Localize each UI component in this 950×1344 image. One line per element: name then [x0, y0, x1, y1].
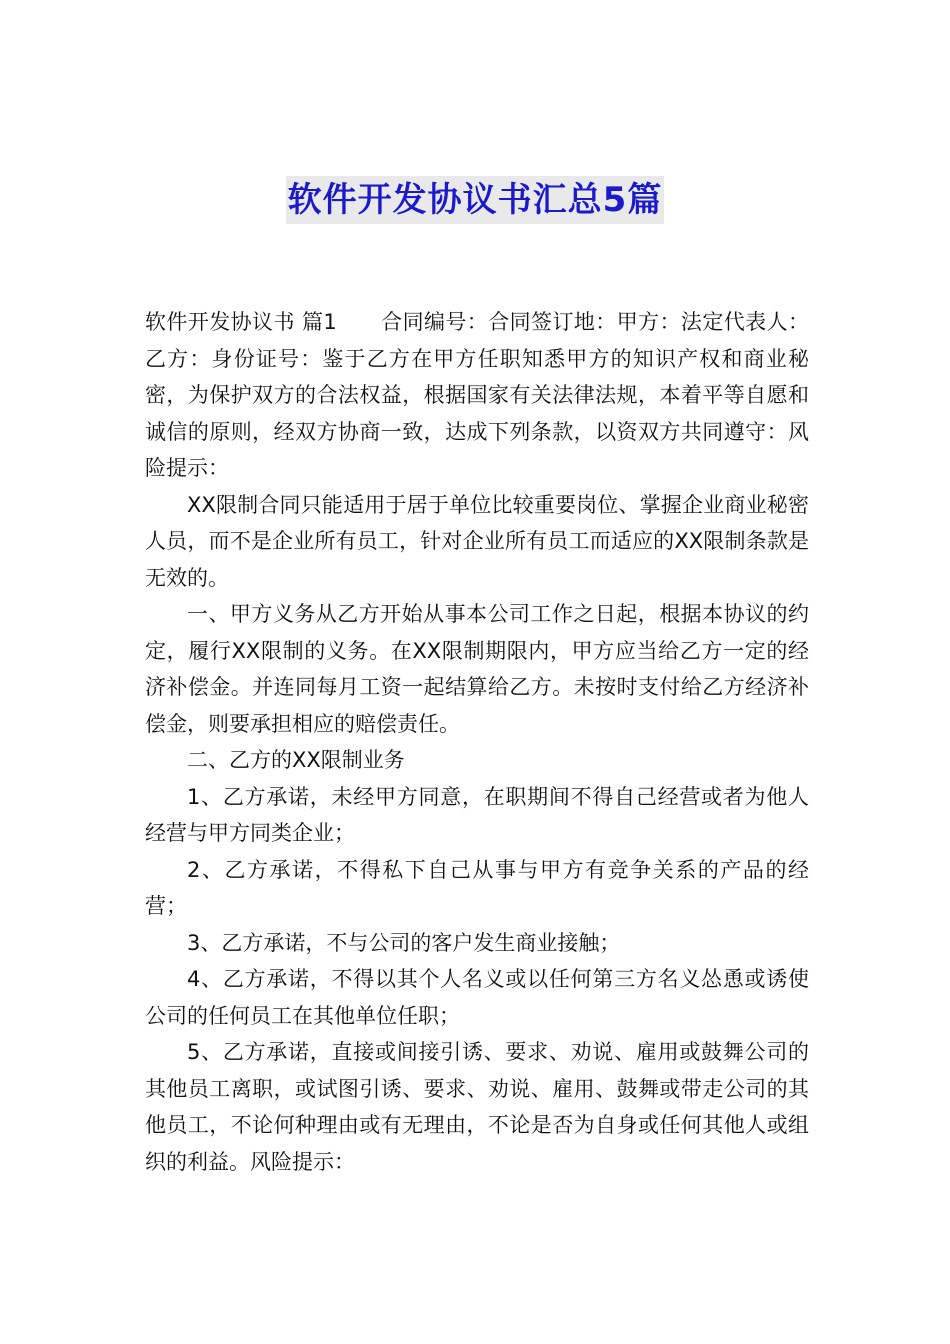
- paragraph: 二、乙方的XX限制业务: [187, 748, 405, 772]
- document-body: [145, 304, 809, 1180]
- intro-paragraph: [145, 304, 809, 487]
- paragraph: 5、乙方承诺，直接或间接引诱、要求、劝说、雇用或鼓舞公司的其他员工离职，或试图引诱、要求、劝说、雇用、鼓舞或带走公司的其他员工，不论何种理由或有无理由，不论是否为自身或任何其他人或组织的利益。风险提示：: [145, 1040, 809, 1174]
- section-heading: 软件开发协议书 篇1: [145, 310, 337, 334]
- paragraph: 1、乙方承诺，未经甲方同意，在职期间不得自己经营或者为他人经营与甲方同类企业；: [145, 784, 809, 845]
- title-area: [0, 176, 950, 224]
- intro-text: 合同编号：合同签订地：甲方：法定代表人：乙方：身份证号：鉴于乙方在甲方任职知悉甲方的知识产权和商业秘密，为保护双方的合法权益，根据国家有关法律法规，本着平等自愿和诚信的原则，经双方协商一致，达成下列条款，以资双方共同遵守：风险提示：: [145, 310, 809, 480]
- paragraph: 4、乙方承诺，不得以其个人名义或以任何第三方名义怂恿或诱使公司的任何员工在其他单位任职；: [145, 967, 809, 1028]
- paragraph: 3、乙方承诺，不与公司的客户发生商业接触；: [187, 930, 621, 955]
- paragraph: 2、乙方承诺，不得私下自己从事与甲方有竞争关系的产品的经营；: [145, 857, 809, 918]
- paragraph: XX限制合同只能适用于居于单位比较重要岗位、掌握企业商业秘密人员，而不是企业所有员工，针对企业所有员工而适应的XX限制条款是无效的。: [145, 492, 809, 590]
- document-title: 软件开发协议书汇总5篇: [286, 176, 665, 224]
- paragraph: 一、甲方义务从乙方开始从事本公司工作之日起，根据本协议的约定，履行XX限制的义务。在XX限制期限内，甲方应当给乙方一定的经济补偿金。并连同每月工资一起结算给乙方。未按时支付给乙方经济补偿金，则要承担相应的赔偿责任。: [145, 602, 809, 736]
